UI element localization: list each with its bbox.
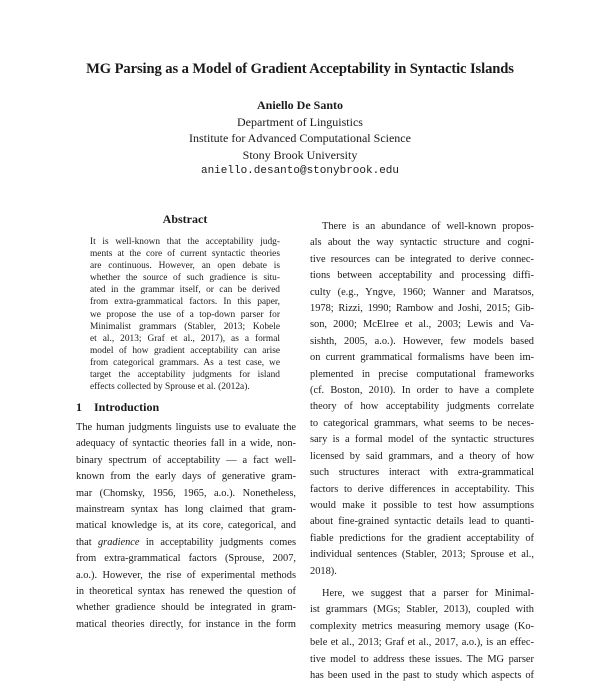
author-department: Department of Linguistics (237, 114, 363, 129)
body-line: individual sentences (Stabler, 2013; Sprouse et al., (310, 549, 534, 561)
abstract-line: we propose the use of a top-down parser for (90, 309, 280, 320)
body-line: culty (e.g., Yngve, 1960; Wanner and Maratsos, (310, 286, 534, 298)
body-line: from extra-grammatical factors (Sprouse, 2007, (76, 553, 296, 565)
body-line: Here, we suggest that a parser for Minimal- (322, 587, 534, 599)
body-line-end: in acceptability judgments comes (139, 536, 296, 548)
abstract-body (90, 236, 280, 393)
body-line: 1978; Rizzi, 1990; Rambow and Joshi, 2015; Gib- (310, 303, 534, 315)
body-line: plemented in precise computational frameworks (310, 368, 534, 380)
body-line: theory of how acceptability judgments correlate (310, 401, 534, 413)
paper-title: MG Parsing as a Model of Gradient Acceptability in Syntactic Islands (86, 61, 514, 77)
body-line: tions between acceptability and processing diffi- (310, 270, 534, 282)
body-line: has been used in the past to study which aspects of (310, 669, 534, 681)
body-line: mainstream syntax has long claimed that gram- (76, 504, 296, 516)
body-line: whether gradience should be integrated in gram- (76, 602, 296, 614)
section-number: 1 (76, 400, 82, 414)
body-line: in theoretical syntax has renewed the question of (76, 586, 296, 598)
body-line: would make it possible to test how assumptions (310, 499, 534, 511)
author-email: aniello.desanto@stonybrook.edu (200, 165, 400, 177)
body-line: There is an abundance of well-known propos- (322, 221, 534, 232)
body-line: adequacy of syntactic theories fall in a wide, non- (76, 438, 296, 450)
body-line: matical theories directly, for instance in the form (76, 618, 296, 630)
author-name: Aniello De Santo (256, 98, 343, 112)
abstract-line: effects collected by Sprouse et al. (2012a). (90, 382, 250, 393)
body-line: factors to derive differences in acceptability. This (310, 483, 534, 495)
body-line: The human judgments linguists use to evaluate the (76, 422, 296, 433)
body-line: sishth, 2005, a.o.). However, few models based (310, 335, 534, 347)
italic-term: gradience (97, 536, 140, 548)
body-line: a.o.). However, the rise of experimental methods (76, 569, 296, 581)
body-line: known from the early days of generative gram- (76, 471, 296, 483)
abstract-line: model of how gradient acceptability can arise (90, 345, 280, 356)
section-heading (76, 400, 286, 415)
body-line-start: that (76, 536, 92, 548)
body-line: tive model to address these issues. The MG parser (310, 653, 534, 665)
abstract-heading: Abstract (162, 212, 208, 226)
abstract-line: whether the source of such gradience is situ- (90, 273, 280, 284)
body-line: mar (Chomsky, 1956, 1965, a.o.). Nonetheless, (76, 487, 296, 499)
body-line: tive resources can be integrated to derive connec- (310, 253, 534, 265)
author-institute: Institute for Advanced Computational Science (189, 131, 411, 145)
abstract-line: ments at the core of current syntactic theories (90, 249, 280, 260)
abstract-line: from categorical grammars. As a test case, we (90, 357, 280, 368)
author-block (0, 97, 600, 180)
body-line: binary spectrum of acceptability — a fact well- (76, 454, 296, 466)
abstract-line: et al., 2013; Graf et al., 2017), as a formal (90, 333, 280, 344)
body-line: bele et al., 2013; Graf et al., 2017, a.o.), is an effec- (310, 637, 534, 649)
abstract-line: from extra-grammatical factors. In this paper, (90, 297, 280, 308)
body-line: such structures interact with extra-grammatical (310, 467, 534, 479)
body-line: about fine-grained syntactic details lead to quanti- (310, 516, 534, 528)
body-line: fiable predictions for the gradient acceptability of (310, 532, 534, 544)
body-line: to categorical grammars, what seems to be neces- (310, 417, 534, 429)
abstract-line: ated in the grammar itself, or can be derived (90, 285, 280, 296)
body-line: als about the way syntactic structure and cogni- (310, 237, 534, 249)
body-line: 2018). (310, 565, 337, 577)
body-line (76, 535, 296, 551)
body-line: licensed by said grammars, and a theory of how (310, 450, 534, 462)
section-title: Introduction (94, 400, 160, 414)
body-line: on current grammatical formalisms have been im- (310, 352, 534, 364)
left-column-body (76, 420, 296, 633)
body-line: matical knowledge is, at its core, categorical, and (76, 520, 296, 532)
abstract-line: Minimalist grammars (Stabler, 2013; Kobele (90, 321, 280, 332)
author-university: Stony Brook University (242, 147, 358, 162)
body-line: (cf. Boston, 2010). In order to have a complete (310, 385, 534, 397)
body-line: son, 2000; McElree et al., 2003; Lewis and Va- (310, 319, 534, 331)
right-column-body (310, 219, 534, 684)
abstract-line: target the acceptability judgments for island (90, 370, 280, 381)
abstract-line: are continuous. However, an open debate is (90, 261, 280, 272)
abstract-line: It is well-known that the acceptability judg- (90, 237, 280, 247)
body-line: sary is a formal model of the syntactic structures (310, 434, 534, 446)
body-line: ist grammars (MGs; Stabler, 2013), coupled with (310, 604, 534, 616)
body-line: complexity metrics measuring memory usage (Ko- (310, 620, 534, 632)
